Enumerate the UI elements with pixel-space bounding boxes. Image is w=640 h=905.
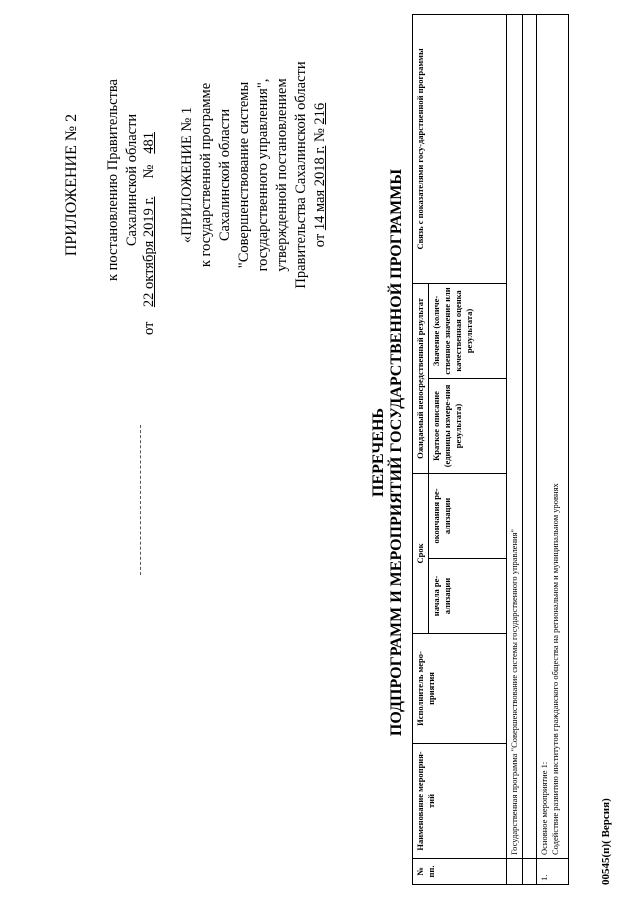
empty-cell — [523, 859, 537, 885]
number-label: № — [141, 164, 157, 179]
program-row: Государственная программа "Совершенствование системы государственного управления" — [507, 14, 523, 858]
appendix-2-resolution — [104, 55, 142, 305]
annex-1-line4: "Совершенствование системы — [236, 81, 252, 269]
list-title: ПЕРЕЧЕНЬ — [370, 408, 387, 497]
annex-1-line3: Сахалинской области — [217, 108, 233, 242]
resolution-date: 22 октября 2019 г. — [141, 196, 157, 308]
col-name-header: Наименование мероприя-тий — [413, 744, 507, 859]
col-start-header: начала ре-ализации — [429, 559, 507, 634]
col-link-header: Связь с показателями госу-дарственной программы — [413, 14, 507, 283]
appendix-2-line1: к постановлению Правительства — [105, 79, 121, 281]
from-label: от — [141, 321, 157, 335]
col-result-header: Ожидаемый непосредственный результат — [413, 283, 429, 473]
programs-table — [412, 14, 569, 885]
annex-number: 216 — [312, 102, 328, 125]
empty-row — [523, 14, 537, 858]
annex-1-title: «ПРИЛОЖЕНИЕ № 1 — [179, 106, 195, 244]
annex-1-line2: к государственной программе — [198, 82, 214, 268]
annex-from-label: от — [312, 233, 328, 248]
col-term-header: Срок — [413, 473, 429, 633]
annex-1-line6: утвержденной постановлением — [274, 78, 290, 272]
col-executor-header: Исполнитель меро-приятия — [413, 634, 507, 744]
col-end-header: окончания ре-ализации — [429, 473, 507, 558]
col-value-header: Значение (количе-ственное значение или качественная оценка результата) — [429, 283, 507, 378]
resolution-number: 481 — [141, 131, 157, 154]
row1-title: Основное мероприятие 1: — [539, 761, 549, 855]
list-subtitle: ПОДПРОГРАММ И МЕРОПРИЯТИЙ ГОСУДАРСТВЕННОЙ ПРОГРАММЫ — [388, 168, 405, 737]
row1-content — [537, 14, 569, 858]
col-desc-header: Краткое описание (единицы измере-ния результата) — [429, 378, 507, 473]
annex-number-label: № — [312, 128, 328, 143]
annex-1-date-line — [311, 25, 330, 325]
annex-1-line7: Правительства Сахалинской области — [293, 61, 309, 289]
appendix-2-block — [62, 65, 81, 305]
appendix-2-line2: Сахалинской области — [124, 113, 140, 247]
col-num-header: № пп. — [413, 859, 507, 885]
spacer-cell — [507, 859, 523, 885]
row1-description: Содействие развитию институтов гражданского общества на региональном и муниципальном уровнях — [550, 483, 560, 855]
annex-date: 14 мая 2018 г. — [312, 145, 328, 231]
appendix-2-date-line — [140, 35, 159, 335]
annex-1-line5: государственного управления", — [255, 78, 271, 272]
document-footer: 00545(п)( Версия) — [600, 798, 612, 885]
scan-mark — [140, 425, 141, 575]
row1-number: 1. — [537, 859, 569, 885]
appendix-2-title: ПРИЛОЖЕНИЕ № 2 — [63, 113, 80, 257]
annex-1-block — [178, 25, 330, 325]
